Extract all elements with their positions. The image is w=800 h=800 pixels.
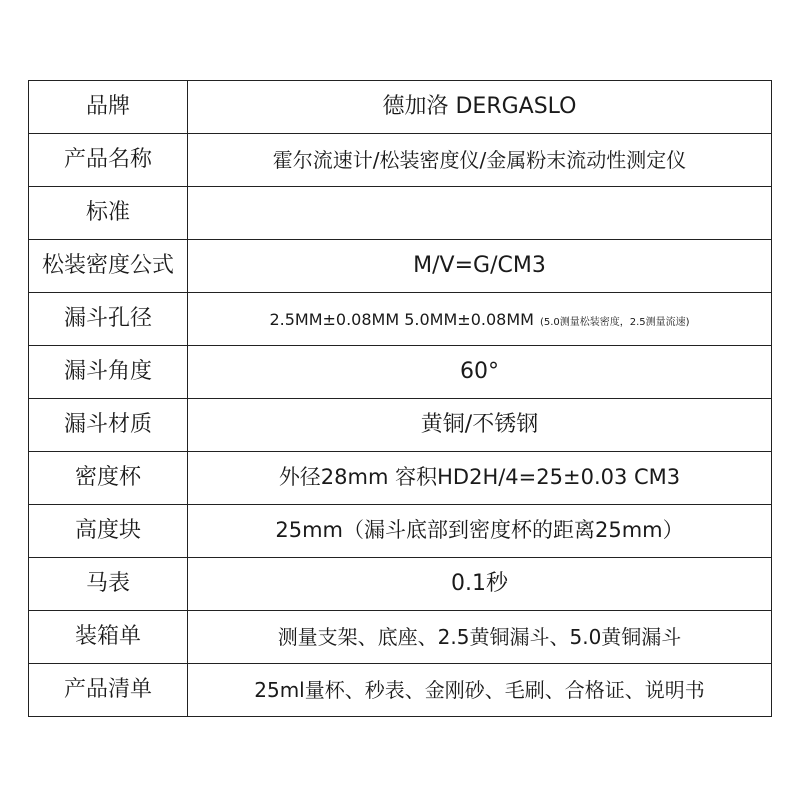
row-label-brand: 品牌: [29, 81, 188, 134]
funnel-aperture-value: 2.5MM±0.08MM 5.0MM±0.08MM: [269, 309, 534, 329]
row-label-packing-list: 装箱单: [29, 611, 188, 664]
row-value-height-block: 25mm（漏斗底部到密度杯的距离25mm）: [188, 505, 772, 558]
table-row: [29, 558, 772, 611]
table-row: [29, 293, 772, 346]
row-value-product-list: 25ml量杯、秒表、金刚砂、毛刷、合格证、说明书: [188, 664, 772, 717]
table-row: [29, 505, 772, 558]
row-label-height-block: 高度块: [29, 505, 188, 558]
table-row: [29, 240, 772, 293]
spec-table: [28, 80, 772, 717]
table-row: [29, 664, 772, 717]
table-row: [29, 346, 772, 399]
row-value-product-name: 霍尔流速计/松装密度仪/金属粉末流动性测定仪: [188, 134, 772, 187]
row-value-density-formula: M/V=G/CM3: [188, 240, 772, 293]
table-row: [29, 134, 772, 187]
row-label-density-cup: 密度杯: [29, 452, 188, 505]
row-value-packing-list: 测量支架、底座、2.5黄铜漏斗、5.0黄铜漏斗: [188, 611, 772, 664]
row-value-funnel-material: 黄铜/不锈钢: [188, 399, 772, 452]
row-value-standard: [188, 187, 772, 240]
row-label-funnel-aperture: 漏斗孔径: [29, 293, 188, 346]
table-row: [29, 399, 772, 452]
row-value-stopwatch: 0.1秒: [188, 558, 772, 611]
row-value-density-cup: 外径28mm 容积HD2H/4=25±0.03 CM3: [188, 452, 772, 505]
row-label-funnel-material: 漏斗材质: [29, 399, 188, 452]
funnel-aperture-note: (5.0测量松装密度，2.5测量流速): [539, 316, 690, 328]
table-row: [29, 187, 772, 240]
row-label-funnel-angle: 漏斗角度: [29, 346, 188, 399]
table-row: [29, 611, 772, 664]
row-label-stopwatch: 马表: [29, 558, 188, 611]
row-label-standard: 标准: [29, 187, 188, 240]
table-row: [29, 81, 772, 134]
row-value-brand: 德加洛 DERGASLO: [188, 81, 772, 134]
row-value-funnel-aperture: [188, 293, 772, 346]
row-label-density-formula: 松装密度公式: [29, 240, 188, 293]
table-row: [29, 452, 772, 505]
row-value-funnel-angle: 60°: [188, 346, 772, 399]
row-label-product-list: 产品清单: [29, 664, 188, 717]
row-label-product-name: 产品名称: [29, 134, 188, 187]
